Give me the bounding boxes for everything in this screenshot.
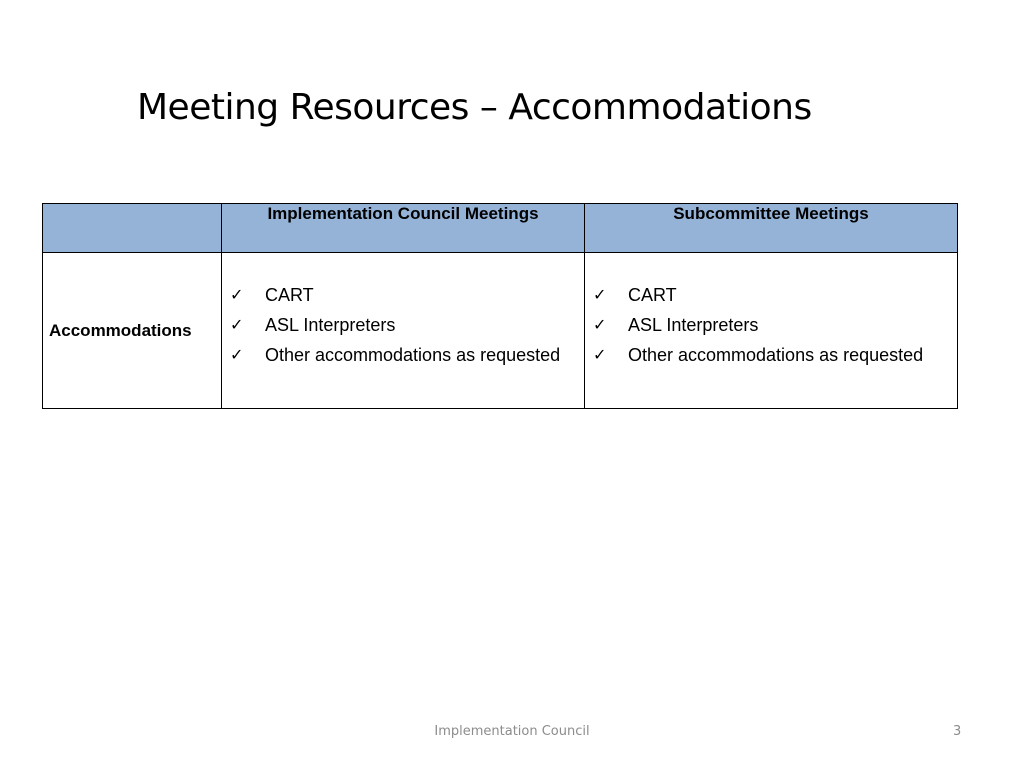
cell-implementation-council bbox=[222, 253, 585, 409]
list-item: ✓ CART bbox=[593, 285, 677, 305]
list-item: ✓ Other accommodations as requested bbox=[230, 345, 561, 365]
accommodations-table bbox=[42, 203, 958, 409]
header-corner-cell bbox=[43, 204, 222, 253]
checkmark-icon: ✓ bbox=[593, 345, 607, 364]
checkmark-icon: ✓ bbox=[593, 285, 607, 304]
table-header-row bbox=[43, 204, 958, 253]
table-row bbox=[43, 253, 958, 409]
checkmark-icon: ✓ bbox=[593, 315, 607, 334]
checklist bbox=[222, 283, 584, 367]
list-item: ✓ Other accommodations as requested bbox=[593, 345, 924, 365]
checkmark-icon: ✓ bbox=[230, 285, 244, 304]
checkmark-icon: ✓ bbox=[230, 345, 244, 364]
checkmark-icon: ✓ bbox=[230, 315, 244, 334]
checklist bbox=[585, 283, 957, 367]
page-number: 3 bbox=[953, 724, 962, 739]
slide-footer: Implementation Council bbox=[434, 724, 590, 739]
row-label-accommodations: Accommodations bbox=[43, 253, 222, 409]
header-subcommittee: Subcommittee Meetings bbox=[585, 204, 958, 253]
slide-title: Meeting Resources – Accommodations bbox=[137, 87, 812, 128]
list-item: ✓ ASL Interpreters bbox=[230, 315, 396, 335]
list-item: ✓ CART bbox=[230, 285, 314, 305]
header-implementation-council: Implementation Council Meetings bbox=[222, 204, 585, 253]
cell-subcommittee bbox=[585, 253, 958, 409]
list-item: ✓ ASL Interpreters bbox=[593, 315, 759, 335]
